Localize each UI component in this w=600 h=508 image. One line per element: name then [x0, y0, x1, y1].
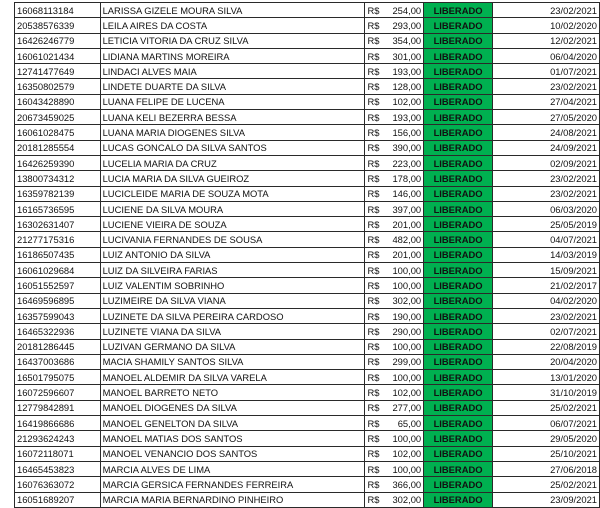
name-cell: LETICIA VITORIA DA CRUZ SILVA — [100, 33, 365, 48]
status-badge: LIBERADO — [424, 186, 493, 201]
date-cell: 20/04/2020 — [492, 354, 599, 369]
table-row — [15, 324, 600, 339]
status-badge: LIBERADO — [424, 3, 493, 18]
amount-cell: 190,00 — [383, 308, 423, 323]
table-row — [15, 431, 600, 446]
id-cell: 16061029684 — [15, 263, 101, 278]
status-badge: LIBERADO — [424, 171, 493, 186]
table-row — [15, 18, 600, 33]
amount-cell: 100,00 — [383, 263, 423, 278]
date-cell: 31/10/2019 — [492, 385, 599, 400]
date-cell: 27/06/2018 — [492, 461, 599, 476]
table-row — [15, 140, 600, 155]
amount-cell: 193,00 — [383, 64, 423, 79]
amount-cell: 100,00 — [383, 370, 423, 385]
status-badge: LIBERADO — [424, 140, 493, 155]
amount-cell: 102,00 — [383, 94, 423, 109]
name-cell: LUCICLEIDE MARIA DE SOUZA MOTA — [100, 186, 365, 201]
status-badge: LIBERADO — [424, 155, 493, 170]
amount-cell: 156,00 — [383, 125, 423, 140]
name-cell: LINDETE DUARTE DA SILVA — [100, 79, 365, 94]
currency-cell: R$ — [365, 110, 383, 125]
id-cell: 16426246779 — [15, 33, 101, 48]
amount-cell: 100,00 — [383, 431, 423, 446]
currency-cell: R$ — [365, 263, 383, 278]
name-cell: LUCIENE DA SILVA MOURA — [100, 201, 365, 216]
table-row — [15, 79, 600, 94]
status-badge: LIBERADO — [424, 79, 493, 94]
date-cell: 24/08/2021 — [492, 125, 599, 140]
date-cell: 14/03/2019 — [492, 247, 599, 262]
currency-cell: R$ — [365, 400, 383, 415]
name-cell: LUZIMEIRE DA SILVA VIANA — [100, 293, 365, 308]
status-badge: LIBERADO — [424, 232, 493, 247]
currency-cell: R$ — [365, 293, 383, 308]
date-cell: 25/05/2019 — [492, 217, 599, 232]
date-cell: 22/08/2019 — [492, 339, 599, 354]
currency-cell: R$ — [365, 217, 383, 232]
date-cell: 27/04/2021 — [492, 94, 599, 109]
date-cell: 12/02/2021 — [492, 33, 599, 48]
id-cell: 12779842891 — [15, 400, 101, 415]
table-row — [15, 217, 600, 232]
currency-cell: R$ — [365, 79, 383, 94]
id-cell: 21293624243 — [15, 431, 101, 446]
currency-cell: R$ — [365, 354, 383, 369]
currency-cell: R$ — [365, 48, 383, 63]
amount-cell: 100,00 — [383, 339, 423, 354]
status-badge: LIBERADO — [424, 94, 493, 109]
name-cell: LUIZ DA SILVEIRA FARIAS — [100, 263, 365, 278]
amount-cell: 128,00 — [383, 79, 423, 94]
table-row — [15, 446, 600, 461]
amount-cell: 290,00 — [383, 324, 423, 339]
table-row — [15, 48, 600, 63]
date-cell: 06/07/2021 — [492, 416, 599, 431]
name-cell: LUCIVANIA FERNANDES DE SOUSA — [100, 232, 365, 247]
name-cell: LUCAS GONCALO DA SILVA SANTOS — [100, 140, 365, 155]
currency-cell: R$ — [365, 308, 383, 323]
id-cell: 16068113184 — [15, 3, 101, 18]
id-cell: 16051552597 — [15, 278, 101, 293]
amount-cell: 223,00 — [383, 155, 423, 170]
name-cell: MANOEL MATIAS DOS SANTOS — [100, 431, 365, 446]
date-cell: 23/02/2021 — [492, 186, 599, 201]
date-cell: 02/09/2021 — [492, 155, 599, 170]
name-cell: LUZINETE DA SILVA PEREIRA CARDOSO — [100, 308, 365, 323]
currency-cell: R$ — [365, 201, 383, 216]
date-cell: 04/02/2020 — [492, 293, 599, 308]
amount-cell: 178,00 — [383, 171, 423, 186]
name-cell: LINDACI ALVES MAIA — [100, 64, 365, 79]
name-cell: LUCELIA MARIA DA CRUZ — [100, 155, 365, 170]
table-row — [15, 492, 600, 507]
id-cell: 16437003686 — [15, 354, 101, 369]
id-cell: 16302631407 — [15, 217, 101, 232]
status-badge: LIBERADO — [424, 64, 493, 79]
currency-cell: R$ — [365, 232, 383, 247]
currency-cell: R$ — [365, 416, 383, 431]
id-cell: 12741477649 — [15, 64, 101, 79]
name-cell: MANOEL ALDEMIR DA SILVA VARELA — [100, 370, 365, 385]
id-cell: 20181286445 — [15, 339, 101, 354]
name-cell: MANOEL DIOGENES DA SILVA — [100, 400, 365, 415]
status-badge: LIBERADO — [424, 370, 493, 385]
id-cell: 16061021434 — [15, 48, 101, 63]
date-cell: 23/02/2021 — [492, 79, 599, 94]
name-cell: MARCIA MARIA BERNARDINO PINHEIRO — [100, 492, 365, 507]
amount-cell: 293,00 — [383, 18, 423, 33]
table-row — [15, 201, 600, 216]
date-cell: 23/09/2021 — [492, 492, 599, 507]
amount-cell: 302,00 — [383, 293, 423, 308]
table-row — [15, 263, 600, 278]
amount-cell: 277,00 — [383, 400, 423, 415]
currency-cell: R$ — [365, 324, 383, 339]
name-cell: LIDIANA MARTINS MOREIRA — [100, 48, 365, 63]
name-cell: LUIZ VALENTIM SOBRINHO — [100, 278, 365, 293]
id-cell: 16465453823 — [15, 461, 101, 476]
currency-cell: R$ — [365, 186, 383, 201]
status-badge: LIBERADO — [424, 400, 493, 415]
currency-cell: R$ — [365, 247, 383, 262]
name-cell: LEILA AIRES DA COSTA — [100, 18, 365, 33]
currency-cell: R$ — [365, 431, 383, 446]
table-row — [15, 354, 600, 369]
table-row — [15, 400, 600, 415]
currency-cell: R$ — [365, 461, 383, 476]
date-cell: 23/02/2021 — [492, 308, 599, 323]
id-cell: 16350802579 — [15, 79, 101, 94]
amount-cell: 397,00 — [383, 201, 423, 216]
id-cell: 16501795075 — [15, 370, 101, 385]
name-cell: LUZIVAN GERMANO DA SILVA — [100, 339, 365, 354]
table-row — [15, 64, 600, 79]
name-cell: MACIA SHAMILY SANTOS SILVA — [100, 354, 365, 369]
table-row — [15, 477, 600, 492]
status-badge: LIBERADO — [424, 125, 493, 140]
status-badge: LIBERADO — [424, 431, 493, 446]
status-badge: LIBERADO — [424, 385, 493, 400]
date-cell: 10/02/2020 — [492, 18, 599, 33]
amount-cell: 201,00 — [383, 217, 423, 232]
currency-cell: R$ — [365, 125, 383, 140]
currency-cell: R$ — [365, 33, 383, 48]
date-cell: 06/03/2020 — [492, 201, 599, 216]
name-cell: LARISSA GIZELE MOURA SILVA — [100, 3, 365, 18]
status-badge: LIBERADO — [424, 263, 493, 278]
id-cell: 16359782139 — [15, 186, 101, 201]
status-badge: LIBERADO — [424, 461, 493, 476]
currency-cell: R$ — [365, 155, 383, 170]
date-cell: 13/01/2020 — [492, 370, 599, 385]
id-cell: 16076363072 — [15, 477, 101, 492]
status-badge: LIBERADO — [424, 446, 493, 461]
spreadsheet-body — [15, 3, 600, 508]
status-badge: LIBERADO — [424, 354, 493, 369]
table-row — [15, 278, 600, 293]
currency-cell: R$ — [365, 278, 383, 293]
status-badge: LIBERADO — [424, 33, 493, 48]
amount-cell: 254,00 — [383, 3, 423, 18]
date-cell: 27/05/2020 — [492, 110, 599, 125]
amount-cell: 102,00 — [383, 385, 423, 400]
date-cell: 23/02/2021 — [492, 3, 599, 18]
table-row — [15, 125, 600, 140]
status-badge: LIBERADO — [424, 110, 493, 125]
amount-cell: 366,00 — [383, 477, 423, 492]
id-cell: 20181285554 — [15, 140, 101, 155]
table-row — [15, 110, 600, 125]
id-cell: 16465322936 — [15, 324, 101, 339]
amount-cell: 193,00 — [383, 110, 423, 125]
date-cell: 25/10/2021 — [492, 446, 599, 461]
date-cell: 23/02/2021 — [492, 171, 599, 186]
id-cell: 16186507435 — [15, 247, 101, 262]
status-badge: LIBERADO — [424, 492, 493, 507]
id-cell: 16051689207 — [15, 492, 101, 507]
id-cell: 16072596607 — [15, 385, 101, 400]
table-row — [15, 155, 600, 170]
table-row — [15, 232, 600, 247]
id-cell: 16061028475 — [15, 125, 101, 140]
amount-cell: 302,00 — [383, 492, 423, 507]
date-cell: 25/02/2021 — [492, 477, 599, 492]
id-cell: 16426259390 — [15, 155, 101, 170]
currency-cell: R$ — [365, 370, 383, 385]
status-badge: LIBERADO — [424, 48, 493, 63]
date-cell: 04/07/2021 — [492, 232, 599, 247]
name-cell: LUANA FELIPE DE LUCENA — [100, 94, 365, 109]
status-badge: LIBERADO — [424, 18, 493, 33]
table-row — [15, 293, 600, 308]
amount-cell: 299,00 — [383, 354, 423, 369]
currency-cell: R$ — [365, 140, 383, 155]
table-row — [15, 461, 600, 476]
currency-cell: R$ — [365, 94, 383, 109]
date-cell: 21/02/2017 — [492, 278, 599, 293]
table-row — [15, 339, 600, 354]
date-cell: 06/04/2020 — [492, 48, 599, 63]
date-cell: 02/07/2021 — [492, 324, 599, 339]
name-cell: LUCIENE VIEIRA DE SOUZA — [100, 217, 365, 232]
currency-cell: R$ — [365, 385, 383, 400]
amount-cell: 102,00 — [383, 446, 423, 461]
name-cell: MARCIA GERSICA FERNANDES FERREIRA — [100, 477, 365, 492]
id-cell: 16165736595 — [15, 201, 101, 216]
spreadsheet-table — [14, 2, 600, 508]
name-cell: MANOEL BARRETO NETO — [100, 385, 365, 400]
id-cell: 16072118071 — [15, 446, 101, 461]
table-row — [15, 3, 600, 18]
date-cell: 01/07/2021 — [492, 64, 599, 79]
id-cell: 16469596895 — [15, 293, 101, 308]
date-cell: 29/05/2020 — [492, 431, 599, 446]
amount-cell: 301,00 — [383, 48, 423, 63]
status-badge: LIBERADO — [424, 293, 493, 308]
currency-cell: R$ — [365, 477, 383, 492]
status-badge: LIBERADO — [424, 247, 493, 262]
currency-cell: R$ — [365, 492, 383, 507]
table-row — [15, 186, 600, 201]
table-row — [15, 171, 600, 186]
currency-cell: R$ — [365, 3, 383, 18]
name-cell: LUANA KELI BEZERRA BESSA — [100, 110, 365, 125]
amount-cell: 354,00 — [383, 33, 423, 48]
currency-cell: R$ — [365, 18, 383, 33]
id-cell: 16043428890 — [15, 94, 101, 109]
amount-cell: 146,00 — [383, 186, 423, 201]
table-row — [15, 416, 600, 431]
status-badge: LIBERADO — [424, 416, 493, 431]
status-badge: LIBERADO — [424, 324, 493, 339]
table-row — [15, 308, 600, 323]
name-cell: LUIZ ANTONIO DA SILVA — [100, 247, 365, 262]
id-cell: 20673459025 — [15, 110, 101, 125]
status-badge: LIBERADO — [424, 278, 493, 293]
status-badge: LIBERADO — [424, 477, 493, 492]
name-cell: LUZINETE VIANA DA SILVA — [100, 324, 365, 339]
currency-cell: R$ — [365, 64, 383, 79]
amount-cell: 482,00 — [383, 232, 423, 247]
table-row — [15, 33, 600, 48]
status-badge: LIBERADO — [424, 217, 493, 232]
name-cell: MARCIA ALVES DE LIMA — [100, 461, 365, 476]
status-badge: LIBERADO — [424, 308, 493, 323]
table-row — [15, 385, 600, 400]
date-cell: 24/09/2021 — [492, 140, 599, 155]
name-cell: MANOEL VENANCIO DOS SANTOS — [100, 446, 365, 461]
table-row — [15, 94, 600, 109]
status-badge: LIBERADO — [424, 339, 493, 354]
date-cell: 25/02/2021 — [492, 400, 599, 415]
amount-cell: 65,00 — [383, 416, 423, 431]
currency-cell: R$ — [365, 446, 383, 461]
amount-cell: 100,00 — [383, 278, 423, 293]
table-row — [15, 247, 600, 262]
amount-cell: 390,00 — [383, 140, 423, 155]
id-cell: 21277175316 — [15, 232, 101, 247]
currency-cell: R$ — [365, 339, 383, 354]
amount-cell: 201,00 — [383, 247, 423, 262]
id-cell: 16357599043 — [15, 308, 101, 323]
id-cell: 16419866686 — [15, 416, 101, 431]
status-badge: LIBERADO — [424, 201, 493, 216]
name-cell: LUCIA MARIA DA SILVA GUEIROZ — [100, 171, 365, 186]
amount-cell: 100,00 — [383, 461, 423, 476]
date-cell: 15/09/2021 — [492, 263, 599, 278]
id-cell: 20538576339 — [15, 18, 101, 33]
name-cell: LUANA MARIA DIOGENES SILVA — [100, 125, 365, 140]
name-cell: MANOEL GENELTON DA SILVA — [100, 416, 365, 431]
table-row — [15, 370, 600, 385]
id-cell: 13800734312 — [15, 171, 101, 186]
currency-cell: R$ — [365, 171, 383, 186]
